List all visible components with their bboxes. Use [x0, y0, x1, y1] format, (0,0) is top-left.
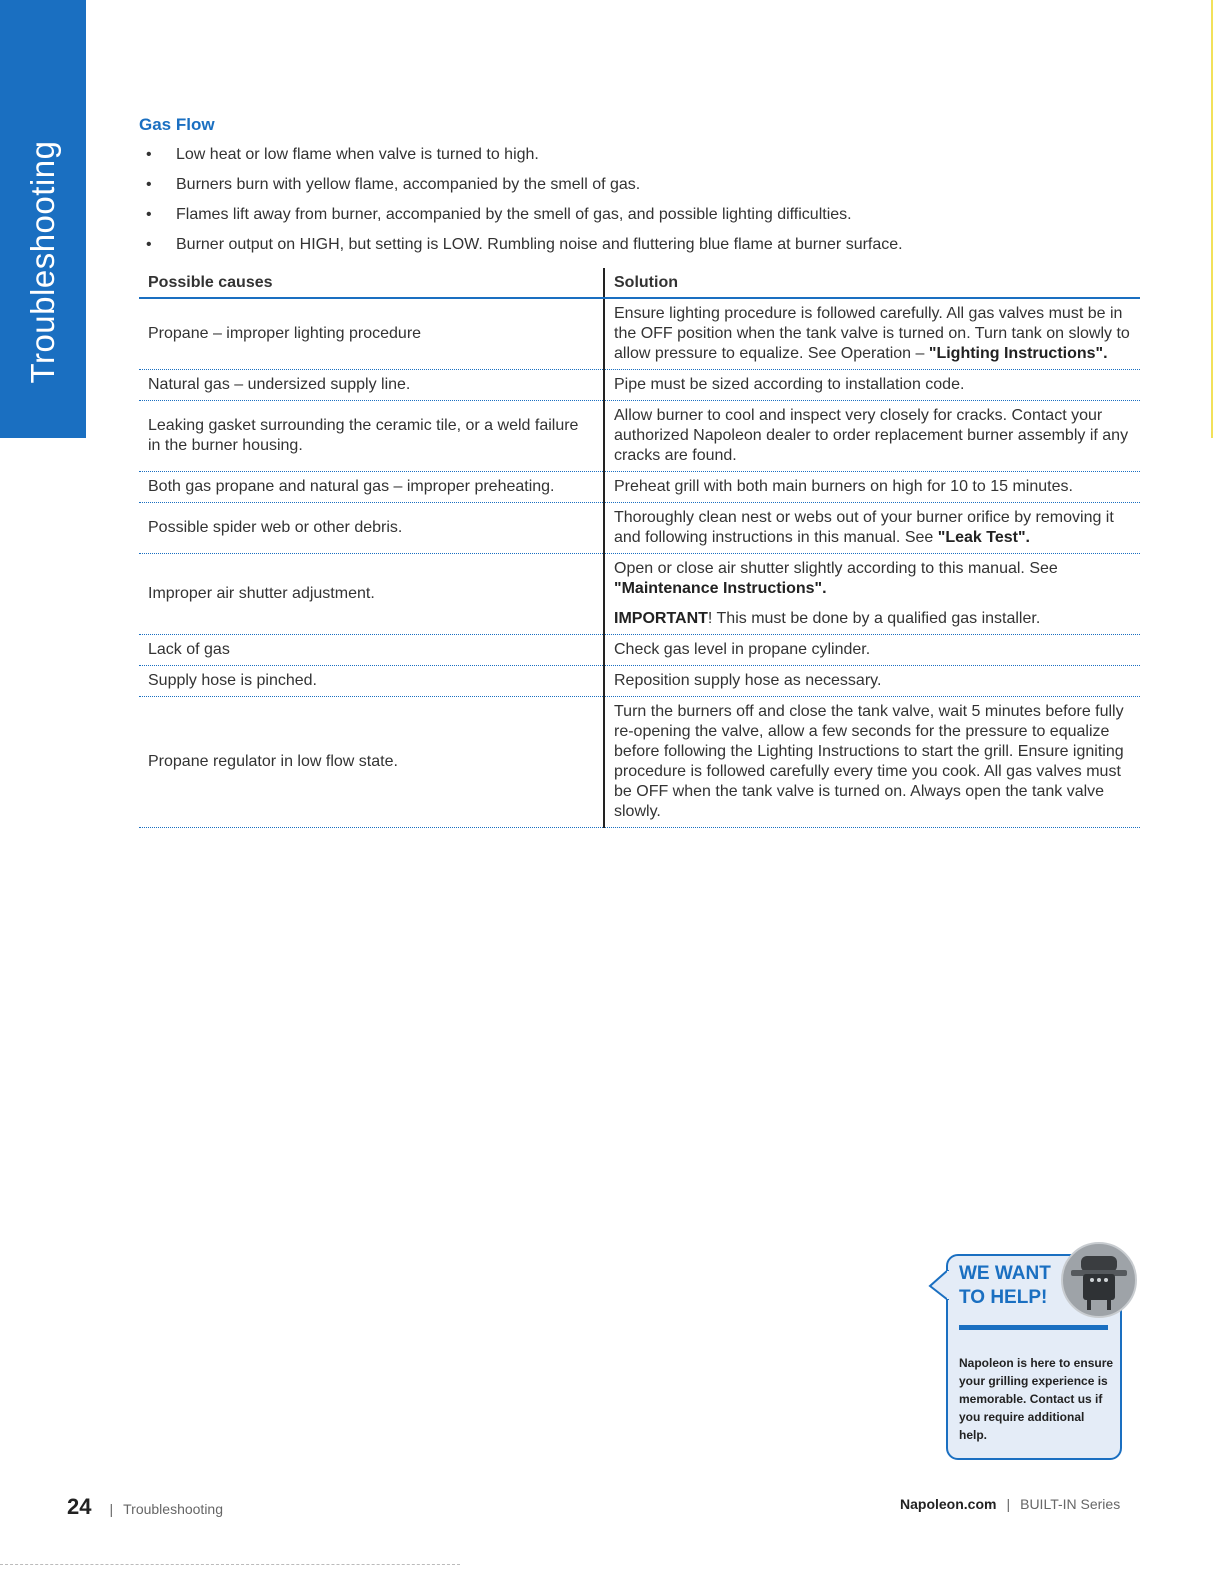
cause-cell: Lack of gas: [139, 635, 604, 666]
solution-cell: Check gas level in propane cylinder.: [604, 635, 1140, 666]
header-possible-causes: Possible causes: [139, 268, 604, 298]
table-row: [139, 401, 1140, 472]
table-row: [139, 298, 1140, 370]
section-title: Gas Flow: [139, 115, 215, 134]
cause-cell: Possible spider web or other debris.: [139, 503, 604, 554]
table-row: [139, 697, 1140, 828]
symptom-list: [146, 144, 1146, 264]
help-title: WE WANT TO HELP!: [959, 1263, 1051, 1308]
footer-site: Napoleon.com: [900, 1496, 997, 1512]
cause-cell: Propane regulator in low flow state.: [139, 697, 604, 828]
page-edge-marker: [1211, 0, 1213, 438]
solution-cell: Preheat grill with both main burners on high for 10 to 15 minutes.: [604, 472, 1140, 503]
header-solution: Solution: [604, 268, 1140, 298]
table-row: [139, 503, 1140, 554]
cause-cell: Natural gas – undersized supply line.: [139, 370, 604, 401]
footer-left: [67, 1494, 223, 1520]
table-row: [139, 472, 1140, 503]
list-item: • Flames lift away from burner, accompanied by the smell of gas, and possible lighting difficulties.: [146, 204, 1146, 234]
list-item: • Burners burn with yellow flame, accompanied by the smell of gas.: [146, 174, 1146, 204]
callout-pointer-icon: [928, 1270, 958, 1300]
solution-cell: Allow burner to cool and inspect very closely for cracks. Contact your authorized Napoleon dealer to order replacement burner assembly if any cracks are found.: [604, 401, 1140, 472]
table-row: [139, 554, 1140, 635]
bullet-icon: •: [146, 236, 152, 253]
list-item: • Low heat or low flame when valve is turned to high.: [146, 144, 1146, 174]
list-item: • Burner output on HIGH, but setting is LOW. Rumbling noise and fluttering blue flame at burner surface.: [146, 234, 1146, 264]
page-number: 24: [67, 1494, 92, 1519]
table-header-row: [139, 268, 1140, 298]
cause-cell: Leaking gasket surrounding the ceramic tile, or a weld failure in the burner housing.: [139, 401, 604, 472]
table-row: [139, 666, 1140, 697]
cause-cell: Supply hose is pinched.: [139, 666, 604, 697]
side-tab-label: Troubleshooting: [24, 140, 61, 384]
important-note: IMPORTANT! This must be done by a qualified gas installer.: [614, 610, 1041, 627]
bullet-icon: •: [146, 206, 152, 223]
solution-cell: Reposition supply hose as necessary.: [604, 666, 1140, 697]
bullet-icon: •: [146, 146, 152, 163]
table-row: [139, 370, 1140, 401]
footer-section-label: Troubleshooting: [123, 1501, 224, 1517]
cause-cell: Propane – improper lighting procedure: [139, 298, 604, 370]
solution-cell: Turn the burners off and close the tank valve, wait 5 minutes before fully re-opening the valve, allow a few seconds for the pressure to equalize before following the Lighting Instructions to start the grill. Ensure igniting procedure is followed carefully every time you cook. All gas valves must be OFF when the tank valve is turned on. Always open the tank valve slowly.: [604, 697, 1140, 828]
footer-separator: |: [1006, 1496, 1011, 1512]
troubleshooting-table: [139, 268, 1140, 828]
solution-cell: Thoroughly clean nest or webs out of your burner orifice by removing it and following instructions in this manual. See "Leak Test".: [604, 503, 1140, 554]
cause-cell: Both gas propane and natural gas – improper preheating.: [139, 472, 604, 503]
footer-right: [900, 1496, 1120, 1512]
footer-separator: |: [109, 1501, 114, 1517]
help-divider: [959, 1325, 1108, 1330]
crop-marks: [0, 1564, 460, 1566]
side-tab: [0, 0, 86, 438]
help-text: Napoleon is here to ensure your grilling experience is memorable. Contact us if you require additional help.: [959, 1356, 1114, 1442]
footer-series: BUILT-IN Series: [1020, 1496, 1121, 1512]
solution-cell: Ensure lighting procedure is followed carefully. All gas valves must be in the OFF position when the tank valve is turned on. Turn tank on slowly to allow pressure to equalize. See Operation – "Lighting Instructions".: [604, 298, 1140, 370]
grill-icon: [1061, 1242, 1137, 1318]
cause-cell: Improper air shutter adjustment.: [139, 554, 604, 635]
bullet-icon: •: [146, 176, 152, 193]
solution-cell: Pipe must be sized according to installation code.: [604, 370, 1140, 401]
table-row: [139, 635, 1140, 666]
solution-cell: Open or close air shutter slightly according to this manual. See "Maintenance Instructions". IMPORTANT! This must be done by a qualified gas installer.: [604, 554, 1140, 635]
